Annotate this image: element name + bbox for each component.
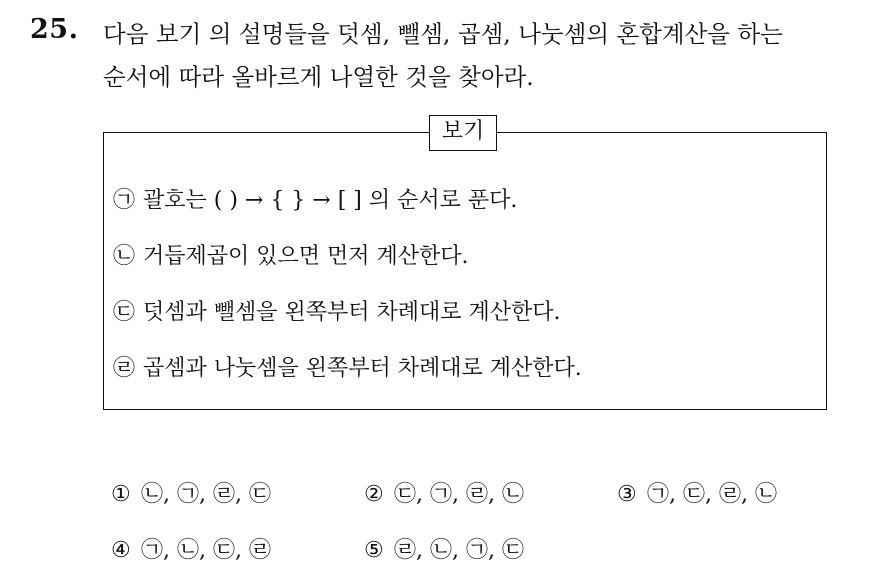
item-marker: ㉠: [113, 188, 136, 213]
choice-number: ②: [364, 482, 384, 507]
choice-text: ㉢, ㉠, ㉣, ㉡: [394, 482, 524, 507]
choice-text: ㉠, ㉢, ㉣, ㉡: [647, 482, 777, 507]
example-box-title: 보기: [429, 115, 497, 151]
choice-number: ⑤: [364, 538, 384, 563]
item-marker: ㉣: [113, 356, 136, 381]
item-text: 덧셈과 뺄셈을 왼쪽부터 차례대로 계산한다.: [143, 300, 561, 325]
question-number: 25.: [30, 14, 79, 45]
choice-text: ㉡, ㉠, ㉣, ㉢: [141, 482, 271, 507]
item-marker: ㉡: [113, 244, 136, 269]
answer-choice-4[interactable]: [111, 533, 271, 564]
answer-choice-1[interactable]: [111, 477, 271, 508]
example-item-4: [113, 351, 582, 382]
choice-text: ㉠, ㉡, ㉢, ㉣: [141, 538, 271, 563]
example-item-3: [113, 295, 561, 326]
item-text: 곱셈과 나눗셈을 왼쪽부터 차례대로 계산한다.: [143, 356, 582, 381]
item-text: 괄호는 ( ) → { } → [ ] 의 순서로 푼다.: [143, 188, 518, 213]
choice-number: ③: [617, 482, 637, 507]
choice-text: ㉣, ㉡, ㉠, ㉢: [394, 538, 524, 563]
answer-choice-5[interactable]: [364, 533, 524, 564]
choice-number: ①: [111, 482, 131, 507]
question-text-line-1: 다음 보기 의 설명들을 덧셈, 뺄셈, 곱셈, 나눗셈의 혼합계산을 하는: [103, 20, 783, 48]
example-item-1: [113, 183, 517, 214]
example-item-2: [113, 239, 469, 270]
choice-number: ④: [111, 538, 131, 563]
item-marker: ㉢: [113, 300, 136, 325]
answer-choice-3[interactable]: [617, 477, 777, 508]
question-text-line-2: 순서에 따라 올바르게 나열한 것을 찾아라.: [103, 63, 534, 91]
answer-choice-2[interactable]: [364, 477, 524, 508]
item-text: 거듭제곱이 있으면 먼저 계산한다.: [143, 244, 469, 269]
